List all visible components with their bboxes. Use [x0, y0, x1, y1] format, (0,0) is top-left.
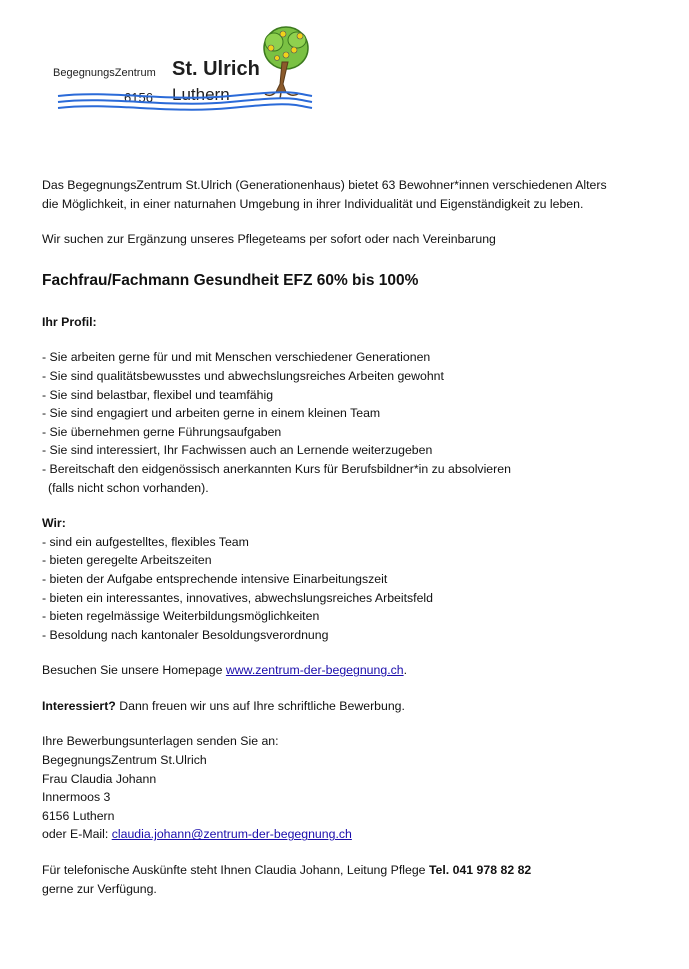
address-name: Frau Claudia Johann: [42, 771, 157, 786]
email-link[interactable]: claudia.johann@zentrum-der-begegnung.ch: [111, 827, 352, 842]
offer-heading: Wir:: [42, 516, 66, 531]
list-item: - Bereitschaft den eidgenössisch anerkannten Kurs für Berufsbildner*in zu absolvieren: [42, 461, 511, 476]
list-item: - Sie sind qualitätsbewusstes und abwechslungsreiches Arbeiten gewohnt: [42, 368, 444, 383]
tree-logo-icon: [50, 22, 320, 117]
list-item: - bieten regelmässige Weiterbildungsmöglichkeiten: [42, 609, 320, 624]
address-city: 6156 Luthern: [42, 808, 115, 823]
homepage-prefix: Besuchen Sie unsere Homepage: [42, 663, 226, 678]
logo-postal-code: 6156: [124, 90, 153, 105]
logo-town: Luthern: [172, 85, 230, 104]
offer-list: [42, 533, 662, 645]
search-text: Wir suchen zur Ergänzung unseres Pflegeteams per sofort oder nach Vereinbarung: [42, 232, 496, 247]
interest-bold: Interessiert?: [42, 698, 116, 713]
list-item: - Sie übernehmen gerne Führungsaufgaben: [42, 424, 282, 439]
email-prefix: oder E-Mail:: [42, 827, 112, 842]
email-line: [42, 825, 662, 844]
logo-text-begegnungszentrum: BegegnungsZentrum: [53, 67, 156, 79]
list-item-continuation: (falls nicht schon vorhanden).: [48, 480, 209, 495]
address-org: BegegnungsZentrum St.Ulrich: [42, 753, 207, 768]
logo-text-st-ulrich: St. Ulrich: [172, 58, 260, 80]
homepage-link[interactable]: www.zentrum-der-begegnung.ch: [225, 663, 404, 678]
list-item: - bieten geregelte Arbeitszeiten: [42, 553, 212, 568]
job-title: Fachfrau/Fachmann Gesundheit EFZ 60% bis 100%: [42, 271, 419, 289]
phone-line: [42, 861, 662, 880]
homepage-suffix: .: [403, 663, 408, 678]
list-item: - Besoldung nach kantonaler Besoldungsverordnung: [42, 627, 329, 642]
list-item: - sind ein aufgestelltes, flexibles Team: [42, 534, 249, 549]
phone-text: Für telefonische Auskünfte steht Ihnen Claudia Johann, Leitung Pflege: [42, 863, 429, 878]
list-item: - Sie sind engagiert und arbeiten gerne in einem kleinen Team: [42, 406, 381, 421]
list-item: - Sie sind interessiert, Ihr Fachwissen auch an Lernende weiterzugeben: [42, 443, 433, 458]
logo: [50, 22, 320, 112]
interest-rest: Dann freuen wir uns auf Ihre schriftliche Bewerbung.: [115, 698, 405, 713]
intro-line-1: Das BegegnungsZentrum St.Ulrich (Generationenhaus) bietet 63 Bewohner*innen verschiedenen Alters: [42, 178, 607, 192]
list-item: - bieten ein interessantes, innovatives, abwechslungsreiches Arbeitsfeld: [42, 590, 433, 605]
address-street: Innermoos 3: [42, 790, 111, 805]
profile-heading: Ihr Profil:: [42, 314, 97, 329]
document-body: [42, 176, 662, 898]
list-item: - Sie sind belastbar, flexibel und teamfähig: [42, 387, 274, 402]
interest-line: [42, 697, 662, 716]
list-item: - Sie arbeiten gerne für und mit Menschen verschiedener Generationen: [42, 350, 431, 365]
list-item: - bieten der Aufgabe entsprechende intensive Einarbeitungszeit: [42, 571, 388, 586]
address-intro: Ihre Bewerbungsunterlagen senden Sie an:: [42, 734, 279, 749]
profile-list: [42, 348, 662, 497]
phone-number: Tel. 041 978 82 82: [428, 863, 532, 878]
intro-line-2: die Möglichkeit, in einer naturnahen Umgebung in ihrer Individualität und Eigenständigkeit zu leben.: [42, 196, 584, 211]
phone-line-2: gerne zur Verfügung.: [42, 881, 157, 896]
homepage-line: [42, 661, 662, 680]
